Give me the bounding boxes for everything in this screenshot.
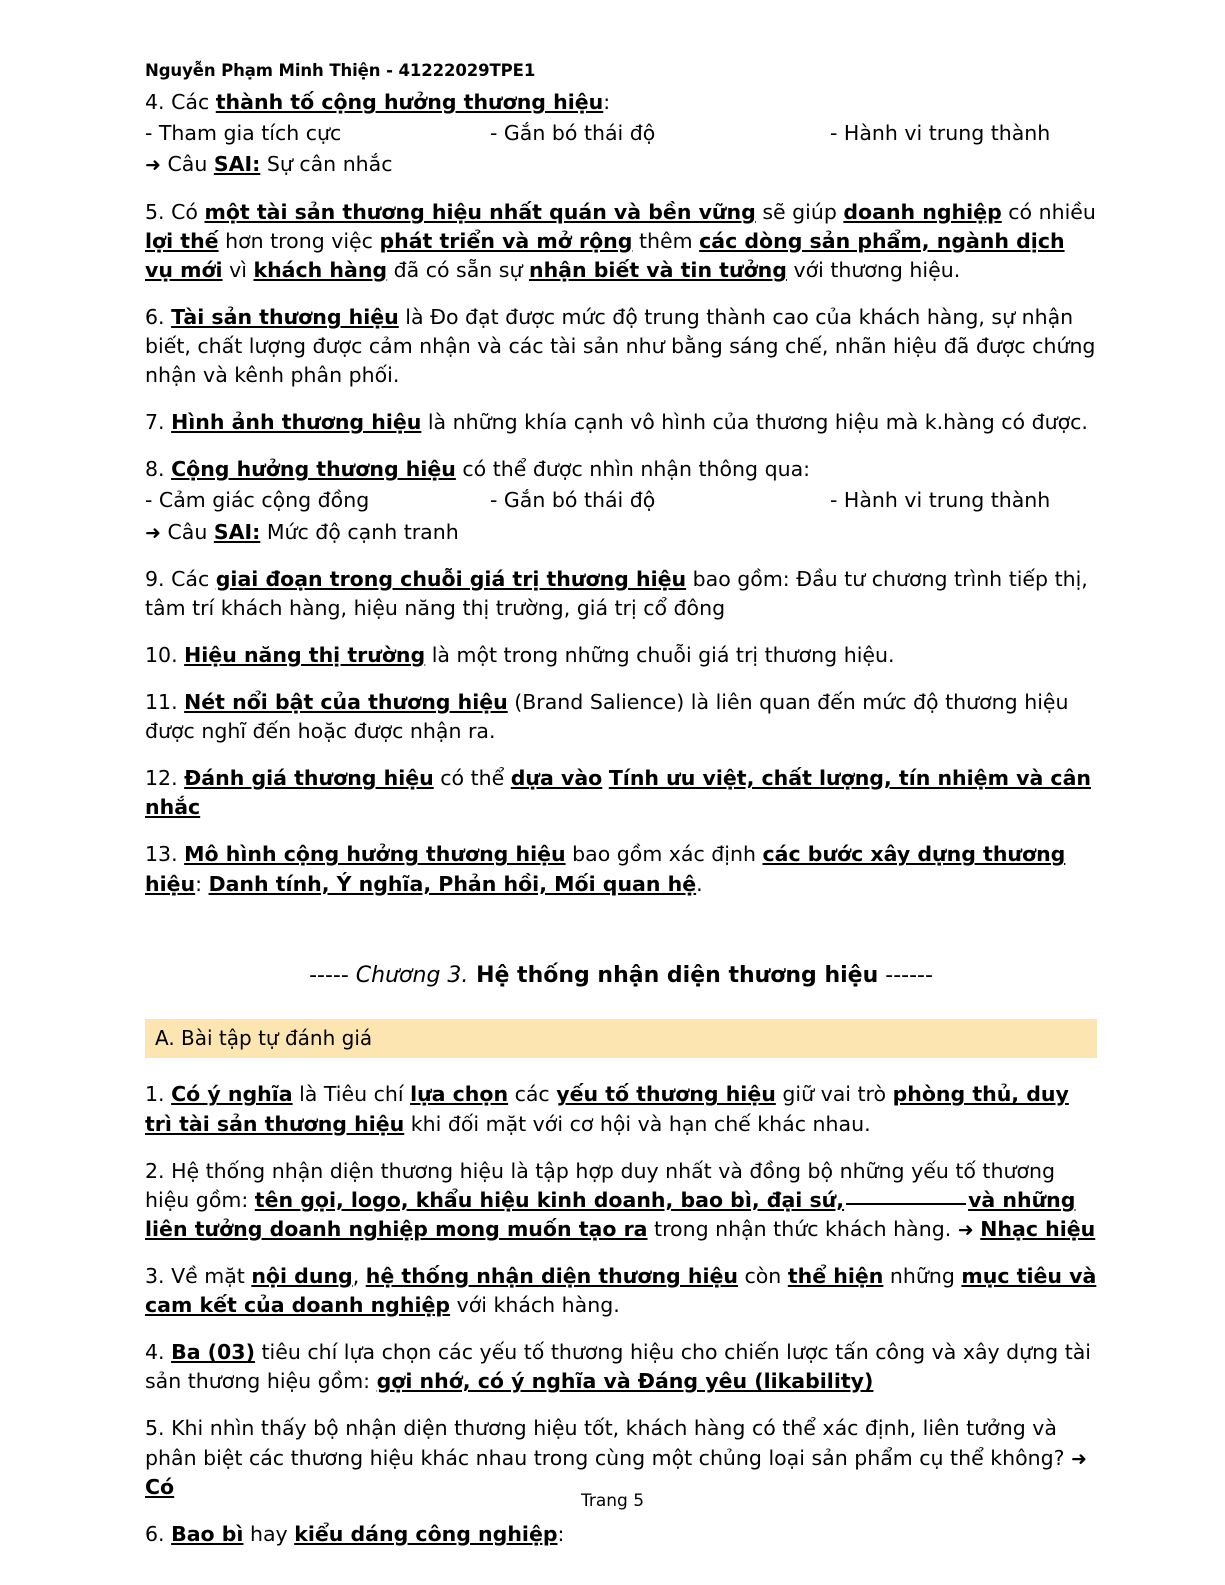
item-5-t2: sẽ giúp xyxy=(755,199,844,224)
section-item-3 xyxy=(145,1262,1097,1320)
item-5-k1: một tài sản thương hiệu nhất quán và bền vững xyxy=(204,199,756,224)
s5-t1: 5. Khi nhìn thấy bộ nhận diện thương hiệu tốt, khách hàng có thể xác định, liên tưởng và phân biệt các thương hiệu khác nhau trong cùng một chủng loại sản phẩm cụ thể không? xyxy=(145,1416,1072,1470)
s6-t2: hay xyxy=(243,1521,295,1546)
item-6-k1: Tài sản thương hiệu xyxy=(171,304,399,329)
item-12-k2: dựa vào xyxy=(510,766,603,791)
item-9-t1: 9. Các xyxy=(145,566,216,591)
item-9 xyxy=(145,565,1097,623)
s3-t5: với khách hàng. xyxy=(450,1293,620,1318)
s3-t3: còn xyxy=(737,1264,788,1289)
item-4-option-2: - Gắn bó thái độ xyxy=(490,121,656,146)
s2-t1: 2. Hệ thống nhận diện thương hiệu là tập hợp duy nhất và đồng bộ những yếu tố thương hiệu gồm: xyxy=(145,1158,1055,1212)
item-10 xyxy=(145,641,1097,670)
arrow-icon: ➜ xyxy=(145,154,161,177)
item-5-k3: lợi thế xyxy=(145,228,219,253)
item-13-k1: Mô hình cộng hưởng thương hiệu xyxy=(184,842,566,867)
section-item-6 xyxy=(145,1520,1097,1549)
section-a-label: A. Bài tập tự đánh giá xyxy=(145,1019,1097,1058)
item-5 xyxy=(145,198,1097,285)
s4-k1: Ba (03) xyxy=(171,1340,255,1365)
item-8-t1: 8. xyxy=(145,457,172,482)
item-5-k2: doanh nghiệp xyxy=(843,199,1002,224)
item-8-option-2: - Gắn bó thái độ xyxy=(490,488,656,513)
item-12-k3: Tính ưu việt, chất lượng, tín nhiệm và cân nhắc xyxy=(145,766,1091,820)
s6-t3: : xyxy=(557,1521,565,1546)
item-8-option-3: - Hành vi trung thành xyxy=(830,488,1051,513)
item-13-t3: : xyxy=(195,871,209,896)
item-5-t4: hơn trong việc xyxy=(218,228,380,253)
item-4-answer-text: Sự cân nhắc xyxy=(260,152,393,177)
s5-answer: Có xyxy=(145,1474,175,1499)
fill-in-blank xyxy=(846,1203,966,1205)
item-4-answer-label: SAI: xyxy=(213,152,261,177)
item-5-t3: có nhiều xyxy=(1001,199,1096,224)
page-footer: Trang 5 xyxy=(580,1491,645,1511)
chapter-heading xyxy=(145,961,1097,992)
item-11-t1: 11. xyxy=(145,690,185,715)
chapter-number: Chương 3. xyxy=(355,962,469,988)
item-4-answer xyxy=(145,150,1097,179)
arrow-icon: ➜ xyxy=(1071,1447,1087,1470)
s2-k1: tên gọi, logo, khẩu hiệu kinh doanh, bao bì, đại sứ, xyxy=(254,1187,845,1212)
item-13-t2: bao gồm xác định xyxy=(565,842,763,867)
item-10-t1: 10. xyxy=(145,642,185,667)
item-4-heading xyxy=(145,88,1097,117)
s2-answer: Nhạc hiệu xyxy=(980,1216,1096,1241)
item-5-t5: thêm xyxy=(632,228,700,253)
item-8-heading xyxy=(145,455,1097,484)
s1-k1: Có ý nghĩa xyxy=(171,1082,293,1107)
item-8-answer-label: SAI: xyxy=(213,519,261,544)
section-item-1 xyxy=(145,1080,1097,1138)
item-4-answer-prefix: Câu xyxy=(167,152,214,177)
item-7-k1: Hình ảnh thương hiệu xyxy=(171,410,422,435)
s1-k2: lựa chọn xyxy=(410,1082,509,1107)
s4-k2: gợi nhớ, có ý nghĩa và Đáng yêu (likability) xyxy=(376,1369,874,1394)
item-8-k1: Cộng hưởng thương hiệu xyxy=(171,457,456,482)
s6-k2: kiểu dáng công nghiệp xyxy=(294,1521,558,1546)
item-8-t2: có thể được nhìn nhận thông qua: xyxy=(455,457,811,482)
item-4-option-3: - Hành vi trung thành xyxy=(830,121,1051,146)
item-13-k3: Danh tính, Ý nghĩa, Phản hồi, Mối quan hệ xyxy=(208,871,697,896)
item-4-option-1: - Tham gia tích cực xyxy=(145,121,342,146)
s3-k1: nội dung xyxy=(251,1264,353,1289)
s1-t4: giữ vai trò xyxy=(775,1082,893,1107)
item-4-key-term: thành tố cộng hưởng thương hiệu xyxy=(215,90,604,115)
item-4-colon: : xyxy=(603,90,611,115)
item-5-t1: 5. Có xyxy=(145,199,205,224)
s1-t1: 1. xyxy=(145,1082,172,1107)
item-13-k2: các bước xây dựng thương hiệu xyxy=(145,842,1066,896)
item-12-t1: 12. xyxy=(145,766,185,791)
item-5-t6: vì xyxy=(222,257,254,282)
item-11-k1: Nét nổi bật của thương hiệu xyxy=(184,690,508,715)
item-6 xyxy=(145,303,1097,390)
item-12 xyxy=(145,764,1097,822)
item-10-k1: Hiệu năng thị trường xyxy=(184,642,426,667)
s3-k2: hệ thống nhận diện thương hiệu xyxy=(365,1264,738,1289)
s1-t2: là Tiêu chí xyxy=(292,1082,411,1107)
chapter-dash-right: ------ xyxy=(878,962,933,988)
item-9-t2: bao gồm: Đầu tư chương trình tiếp thị, tâm trí khách hàng, hiệu năng thị trường, giá trị cổ đông xyxy=(145,566,1088,620)
item-11-t2: (Brand Salience) là liên quan đến mức độ thương hiệu được nghĩ đến hoặc được nhận ra. xyxy=(145,690,1069,744)
item-5-k6: khách hàng xyxy=(253,257,388,282)
item-12-k1: Đánh giá thương hiệu xyxy=(184,766,434,791)
item-12-t2: có thể xyxy=(433,766,511,791)
s2-k2: và những liên tưởng doanh nghiệp mong muốn tạo ra xyxy=(145,1187,1076,1241)
s3-k4: mục tiêu và cam kết của doanh nghiệp xyxy=(145,1264,1097,1318)
item-8-answer-prefix: Câu xyxy=(167,519,214,544)
arrow-icon: ➜ xyxy=(145,521,161,544)
item-4-options xyxy=(145,119,1097,148)
item-6-t1: 6. xyxy=(145,304,172,329)
section-item-2 xyxy=(145,1157,1097,1244)
item-8-options xyxy=(145,486,1097,515)
item-13-t4: . xyxy=(696,871,703,896)
item-6-t2: là Đo đạt được mức độ trung thành cao của khách hàng, sự nhận biết, chất lượng được cảm nhận và các tài sản như bằng sáng chế, nhãn hiệu đã được chứng nhận và kênh phân phối. xyxy=(145,304,1096,388)
item-10-t2: là một trong những chuỗi giá trị thương hiệu. xyxy=(425,642,895,667)
item-5-t8: với thương hiệu. xyxy=(786,257,961,282)
s6-k1: Bao bì xyxy=(171,1521,244,1546)
item-9-k1: giai đoạn trong chuỗi giá trị thương hiệu xyxy=(215,566,687,591)
item-7-t1: 7. xyxy=(145,410,172,435)
arrow-icon: ➜ xyxy=(957,1218,974,1241)
s1-k3: yếu tố thương hiệu xyxy=(556,1082,776,1107)
s3-k3: thể hiện xyxy=(787,1264,884,1289)
item-13 xyxy=(145,840,1097,898)
s1-t3: các xyxy=(508,1082,557,1107)
item-7 xyxy=(145,408,1097,437)
s1-t5: khi đối mặt với cơ hội và hạn chế khác nhau. xyxy=(404,1111,871,1136)
s4-t1: 4. xyxy=(145,1340,172,1365)
s3-t4: những xyxy=(883,1264,962,1289)
s1-k4: phòng thủ, duy trì tài sản thương hiệu xyxy=(145,1082,1069,1136)
s4-t2: tiêu chí lựa chọn các yếu tố thương hiệu cho chiến lược tấn công và xây dựng tài sản thương hiệu gồm: xyxy=(145,1340,1091,1394)
s3-t2: , xyxy=(352,1264,366,1289)
s3-t1: 3. Về mặt xyxy=(145,1264,252,1289)
item-7-t2: là những khía cạnh vô hình của thương hiệu mà k.hàng có được. xyxy=(421,410,1088,435)
item-8-option-1: - Cảm giác cộng đồng xyxy=(145,488,370,513)
chapter-dash-left: ----- xyxy=(309,962,356,988)
item-5-t7: đã có sẵn sự xyxy=(387,257,529,282)
page-header-student-name: Nguyễn Phạm Minh Thiện - 41222029TPE1 xyxy=(145,61,536,80)
item-8-answer-text: Mức độ cạnh tranh xyxy=(260,519,459,544)
item-5-k7: nhận biết và tin tưởng xyxy=(528,257,787,282)
item-11 xyxy=(145,688,1097,746)
item-4-prefix: 4. Các xyxy=(145,90,216,115)
s6-t1: 6. xyxy=(145,1521,172,1546)
chapter-name: Hệ thống nhận diện thương hiệu xyxy=(468,962,879,988)
section-item-4 xyxy=(145,1338,1097,1396)
item-5-k4: phát triển và mở rộng xyxy=(379,228,633,253)
section-item-5 xyxy=(145,1414,1097,1501)
item-8-answer xyxy=(145,518,1097,547)
item-5-k5: các dòng sản phẩm, ngành dịch vụ mới xyxy=(145,228,1065,282)
s2-t2: trong nhận thức khách hàng. xyxy=(647,1216,958,1241)
item-13-t1: 13. xyxy=(145,842,185,867)
